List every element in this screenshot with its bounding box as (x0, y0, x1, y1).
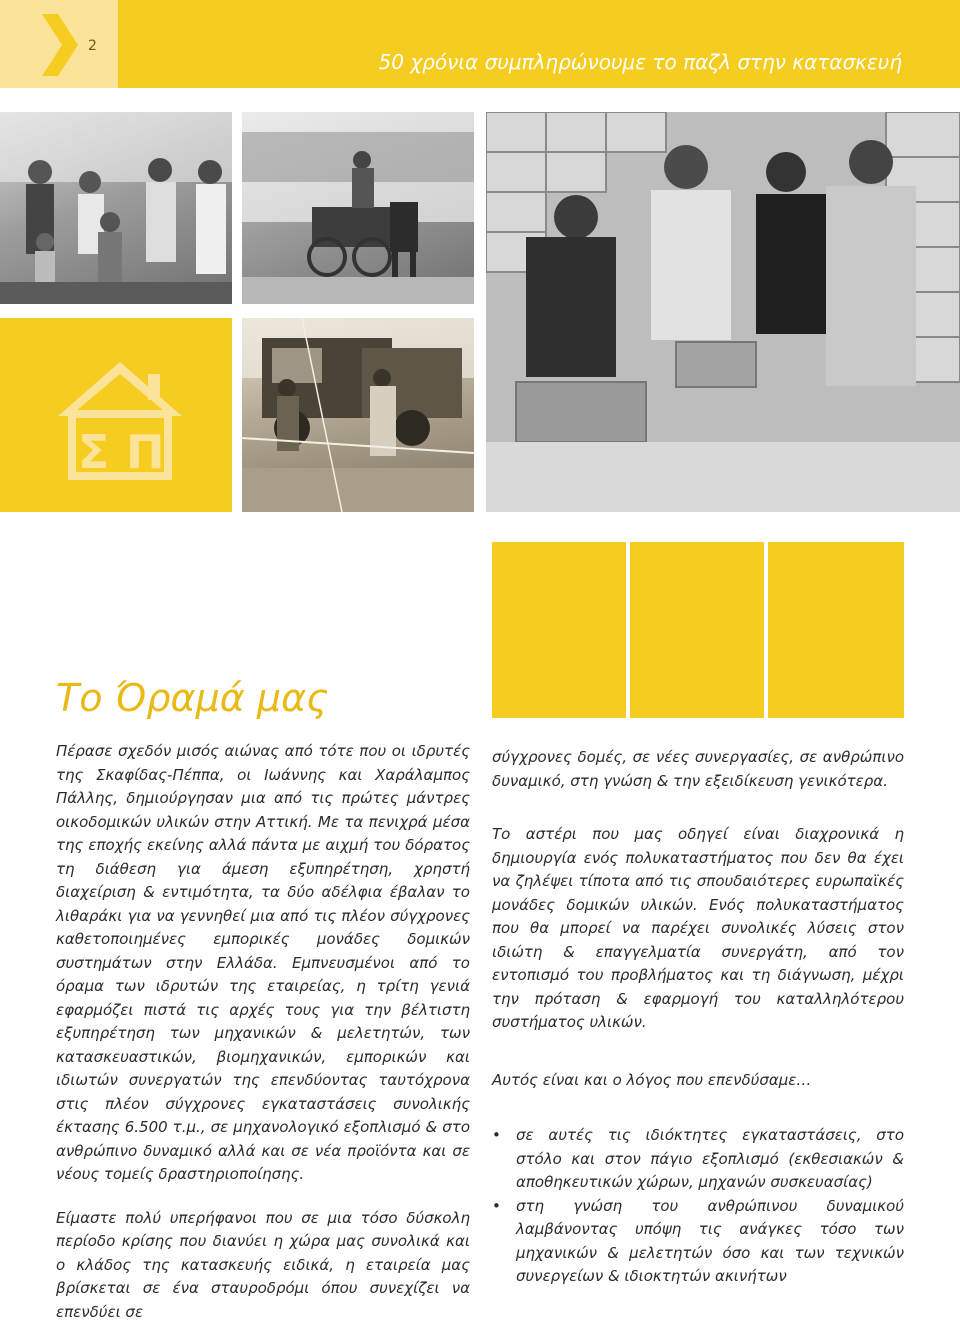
logo-sigma-letter: Σ (78, 425, 110, 479)
deco-block-3 (768, 542, 904, 718)
bullet-icon: • (492, 1126, 501, 1144)
bullet-list (492, 1124, 904, 1289)
page-number: 2 (88, 38, 97, 54)
paragraph: Είμαστε πολύ υπερήφανοι που σε μια τόσο δύσκολη περίοδο κρίσης που διανύει η χώρα μας συνολικά και ο κλάδος της κατασκευής ειδικά, η εταιρεία μας βρίσκεται σε ένα σταυροδρόμι όπου συνεχίζει να επενδύει σε (56, 1208, 470, 1321)
horse-cart-photo (242, 112, 474, 304)
family-photo (0, 112, 232, 304)
truck-photo (242, 318, 474, 512)
paragraph: Αυτός είναι και ο λόγος που επενδύσαμε… (492, 1070, 812, 1089)
list-item (492, 1124, 904, 1195)
header-tab (0, 0, 118, 88)
bullet-icon: • (492, 1196, 501, 1215)
paragraph: σύγχρονες δομές, σε νέες συνεργασίες, σε ανθρώπινο δυναμικό, στη γνώση & την εξειδίκευση γενικότερα. (492, 748, 904, 790)
paragraph: Το αστέρι που μας οδηγεί είναι διαχρονικά η δημιουργία ενός πολυκαταστήματος που δεν θα έχει να ζηλέψει τίποτα από τις σπουδαιότερες ευρωπαϊκές μονάδες δομικών υλικών. Ενός πολυκαταστήματος που θα μπορεί να παρέχει συνολικές λύσεις στον ιδιώτη & επαγγελματία συνεργάτη, από τον εντοπισμό του προβλήματος και τη διάγνωση, μέχρι την πρόταση & εφαρμογή του καταλληλότερου συστήματος υλικών. (492, 825, 904, 1031)
list-item-text: σε αυτές τις ιδιόκτητες εγκαταστάσεις, στο στόλο και στον πάγιο εξοπλισμό (εκθεσιακών & αποθηκευτικών χώρων, μηχανών συσκευασίας) (516, 1126, 904, 1191)
deco-block-2 (630, 542, 764, 718)
header-title: 50 χρόνια συμπληρώνουμε το παζλ στην κατασκευή (378, 50, 902, 74)
chevron-right-icon (40, 10, 80, 80)
paragraph: Πέρασε σχεδόν μισός αιώνας από τότε που οι ιδρυτές της Σκαφίδας-Πέππα, οι Ιωάννης και Χαράλαμπος Πάλλης, δημιούργησαν μια από τις πρώτες μάντρες οικοδομικών υλικών στην Αττική. Με τα πενιχρά μέσα της εποχής εκείνης αλλά πάντα με αιχμή του δόρατος τη διάθεση για άμεση εξυπηρέτηση, χρηστή διαχείριση & εντιμότητα, τα δύο αδέλφια έβαλαν το λιθαράκι για να γεννηθεί μια από τις πλέον σύγχρονες καθετοποιημένες εμπορικές μονάδες δομικών συστημάτων στην Ελλάδα. Εμπνευσμένοι από το όραμα των ιδρυτών της εταιρείας, η τρίτη γενιά εφαρμόζει πιστά τις αρχές τους για την βέλτιστη εξυπηρέτηση των μηχανικών & μελετητών, των κατασκευαστικών, βιομηχανικών, εμπορικών και ιδιωτών συνεργατών της επενδύοντας ταυτόχρονα στις πλέον σύγχρονες εγκαταστάσεις συνολικής έκτασης 6.500 τ.μ., σε μηχανολογικό εξοπλισμό & στο ανθρώπινο δυναμικό αλλά και σε νέα προϊόντα και σε νέους τομείς δραστηριοποίησης. (56, 742, 470, 1183)
workers-photo (486, 112, 960, 512)
right-column (492, 746, 904, 1289)
deco-block-1 (492, 542, 626, 718)
left-column (56, 740, 470, 1342)
house-icon (52, 356, 188, 480)
logo-pi-letter: Π (126, 425, 165, 479)
list-item (492, 1195, 904, 1289)
logo-block (0, 318, 232, 512)
section-title: Το Όραμά μας (56, 676, 329, 720)
header-band (0, 0, 960, 88)
list-item-text: στη γνώση του ανθρώπινου δυναμικού λαμβάνοντας υπόψη τις ανάγκες τόσο των μηχανικών & μελετητών όσο και των τεχνικών συνεργείων & ιδιοκτητών ακινήτων (516, 1196, 904, 1285)
